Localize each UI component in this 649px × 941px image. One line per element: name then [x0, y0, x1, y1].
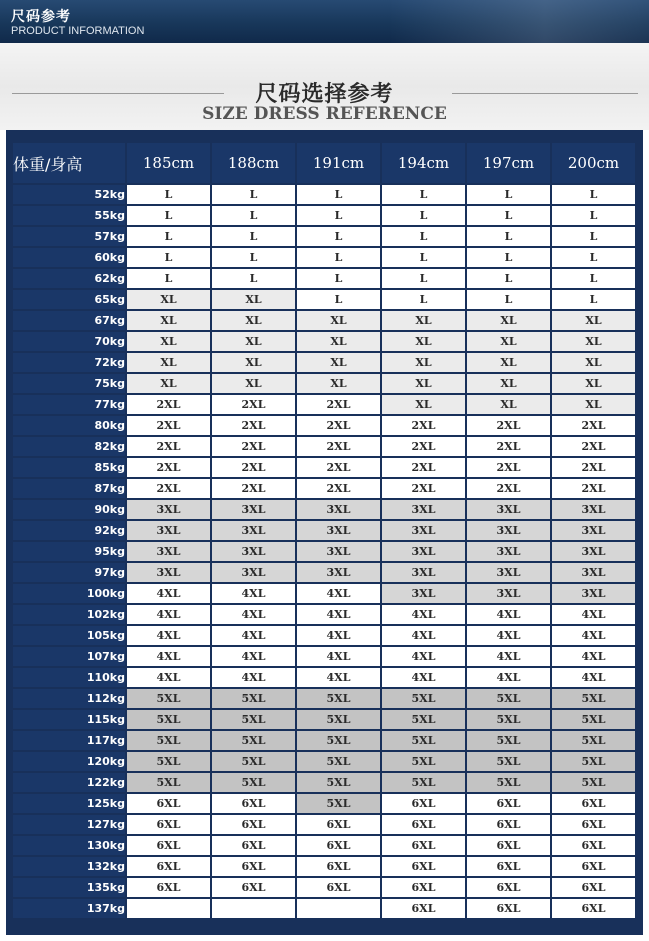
size-cell: 6XL: [467, 794, 550, 813]
size-cell: 2XL: [382, 479, 465, 498]
size-cell: 4XL: [552, 668, 635, 687]
weight-label: 60kg: [13, 248, 125, 267]
size-cell: 5XL: [552, 689, 635, 708]
size-cell: L: [127, 269, 210, 288]
size-cell: 4XL: [212, 626, 295, 645]
size-cell: 6XL: [382, 857, 465, 876]
size-cell: L: [212, 269, 295, 288]
size-cell: 3XL: [212, 542, 295, 561]
size-cell: 5XL: [552, 773, 635, 792]
size-cell: 5XL: [297, 773, 380, 792]
size-cell: 2XL: [552, 416, 635, 435]
table-row: [13, 794, 635, 813]
size-cell: 5XL: [382, 689, 465, 708]
size-cell: 4XL: [467, 626, 550, 645]
size-cell: 6XL: [382, 836, 465, 855]
size-cell: 4XL: [382, 668, 465, 687]
table-row: [13, 542, 635, 561]
size-cell: 5XL: [467, 752, 550, 771]
size-cell: L: [552, 290, 635, 309]
table-row: [13, 437, 635, 456]
size-cell: 4XL: [552, 647, 635, 666]
size-cell: 6XL: [297, 815, 380, 834]
size-cell: 3XL: [467, 542, 550, 561]
size-cell: 6XL: [212, 857, 295, 876]
heading-title-en: SIZE DRESS REFERENCE: [202, 104, 447, 124]
weight-label: 110kg: [13, 668, 125, 687]
table-row: [13, 206, 635, 225]
size-cell: 3XL: [127, 500, 210, 519]
size-cell: 3XL: [467, 563, 550, 582]
table-header-row: [13, 143, 635, 183]
corner-header: 体重/身高: [13, 143, 125, 183]
size-cell: 5XL: [127, 752, 210, 771]
table-row: [13, 710, 635, 729]
size-cell: 6XL: [212, 794, 295, 813]
size-cell: 6XL: [212, 815, 295, 834]
size-cell: 3XL: [382, 521, 465, 540]
column-header: 191cm: [297, 143, 380, 183]
size-cell: 5XL: [467, 689, 550, 708]
size-cell: XL: [382, 353, 465, 372]
size-cell: 3XL: [212, 500, 295, 519]
size-cell: 5XL: [467, 710, 550, 729]
size-cell: L: [552, 269, 635, 288]
size-cell: XL: [382, 311, 465, 330]
size-cell: 6XL: [382, 794, 465, 813]
size-cell: L: [552, 185, 635, 204]
size-cell: 6XL: [552, 878, 635, 897]
table-row: [13, 416, 635, 435]
table-row: [13, 458, 635, 477]
size-cell: 4XL: [127, 605, 210, 624]
weight-label: 112kg: [13, 689, 125, 708]
size-cell: XL: [297, 332, 380, 351]
size-cell: 3XL: [127, 521, 210, 540]
size-cell: 4XL: [297, 668, 380, 687]
weight-label: 107kg: [13, 647, 125, 666]
weight-label: 102kg: [13, 605, 125, 624]
size-cell: L: [297, 227, 380, 246]
size-cell: 2XL: [467, 416, 550, 435]
size-cell: XL: [552, 374, 635, 393]
size-cell: 5XL: [212, 731, 295, 750]
size-cell: L: [297, 206, 380, 225]
size-cell: XL: [297, 311, 380, 330]
size-cell: 3XL: [297, 500, 380, 519]
size-cell: L: [467, 290, 550, 309]
size-cell: L: [297, 185, 380, 204]
size-cell: 5XL: [297, 794, 380, 813]
column-header: 185cm: [127, 143, 210, 183]
table-row: [13, 605, 635, 624]
size-cell: 2XL: [297, 437, 380, 456]
size-cell: 2XL: [297, 479, 380, 498]
column-header: 194cm: [382, 143, 465, 183]
size-cell: 4XL: [297, 584, 380, 603]
size-cell: 6XL: [382, 815, 465, 834]
table-row: [13, 815, 635, 834]
size-cell: L: [212, 227, 295, 246]
table-row: [13, 227, 635, 246]
size-cell: 6XL: [382, 878, 465, 897]
size-cell: 3XL: [297, 542, 380, 561]
size-cell: 5XL: [297, 710, 380, 729]
column-header: 188cm: [212, 143, 295, 183]
size-cell: XL: [467, 332, 550, 351]
size-cell: 6XL: [467, 899, 550, 918]
size-cell: 4XL: [212, 647, 295, 666]
size-cell: 2XL: [127, 437, 210, 456]
weight-label: 85kg: [13, 458, 125, 477]
size-cell: L: [212, 206, 295, 225]
table-row: [13, 479, 635, 498]
size-cell: 3XL: [382, 542, 465, 561]
size-cell: 2XL: [552, 479, 635, 498]
size-cell: L: [467, 269, 550, 288]
size-cell: 5XL: [552, 731, 635, 750]
size-cell: 4XL: [552, 626, 635, 645]
weight-label: 105kg: [13, 626, 125, 645]
weight-label: 87kg: [13, 479, 125, 498]
table-row: [13, 353, 635, 372]
size-cell: XL: [212, 311, 295, 330]
table-row: [13, 290, 635, 309]
size-cell: L: [127, 227, 210, 246]
size-cell: XL: [467, 353, 550, 372]
weight-label: 62kg: [13, 269, 125, 288]
weight-label: 72kg: [13, 353, 125, 372]
size-cell: 3XL: [467, 500, 550, 519]
size-cell: 3XL: [467, 521, 550, 540]
weight-label: 125kg: [13, 794, 125, 813]
table-row: [13, 332, 635, 351]
top-banner: [0, 0, 649, 43]
size-cell: 3XL: [297, 521, 380, 540]
size-cell: 4XL: [297, 647, 380, 666]
table-row: [13, 374, 635, 393]
size-cell: L: [467, 248, 550, 267]
size-cell: 4XL: [297, 626, 380, 645]
size-cell: 3XL: [382, 584, 465, 603]
size-cell: XL: [127, 311, 210, 330]
size-cell: [127, 899, 210, 918]
banner-title: 尺码参考: [11, 9, 71, 25]
size-cell: 2XL: [467, 437, 550, 456]
weight-label: 117kg: [13, 731, 125, 750]
size-cell: L: [127, 248, 210, 267]
size-cell: XL: [212, 332, 295, 351]
weight-label: 75kg: [13, 374, 125, 393]
size-cell: 3XL: [552, 521, 635, 540]
weight-label: 77kg: [13, 395, 125, 414]
size-cell: L: [552, 248, 635, 267]
weight-label: 70kg: [13, 332, 125, 351]
weight-label: 135kg: [13, 878, 125, 897]
size-cell: 6XL: [212, 878, 295, 897]
table-row: [13, 857, 635, 876]
size-cell: 5XL: [127, 773, 210, 792]
size-cell: 4XL: [212, 668, 295, 687]
size-cell: [297, 899, 380, 918]
size-cell: 2XL: [212, 479, 295, 498]
size-cell: 2XL: [467, 458, 550, 477]
table-row: [13, 584, 635, 603]
size-cell: 4XL: [297, 605, 380, 624]
size-cell: 6XL: [467, 836, 550, 855]
size-cell: 5XL: [212, 710, 295, 729]
size-cell: 5XL: [212, 689, 295, 708]
size-cell: 2XL: [127, 479, 210, 498]
size-cell: 3XL: [382, 563, 465, 582]
size-cell: XL: [552, 395, 635, 414]
table-row: [13, 689, 635, 708]
size-cell: 5XL: [127, 710, 210, 729]
size-cell: L: [467, 227, 550, 246]
size-cell: 5XL: [382, 710, 465, 729]
size-cell: XL: [467, 374, 550, 393]
size-cell: L: [382, 248, 465, 267]
table-row: [13, 500, 635, 519]
size-cell: L: [212, 248, 295, 267]
weight-label: 130kg: [13, 836, 125, 855]
weight-label: 95kg: [13, 542, 125, 561]
size-cell: [212, 899, 295, 918]
size-cell: L: [297, 269, 380, 288]
size-cell: 2XL: [552, 458, 635, 477]
size-cell: L: [212, 185, 295, 204]
size-cell: 4XL: [127, 626, 210, 645]
weight-label: 115kg: [13, 710, 125, 729]
size-cell: 5XL: [212, 752, 295, 771]
table-row: [13, 878, 635, 897]
size-cell: 4XL: [382, 647, 465, 666]
weight-label: 100kg: [13, 584, 125, 603]
weight-label: 97kg: [13, 563, 125, 582]
size-cell: 6XL: [467, 815, 550, 834]
size-cell: 6XL: [127, 857, 210, 876]
table-row: [13, 668, 635, 687]
table-row: [13, 521, 635, 540]
size-cell: 6XL: [127, 878, 210, 897]
heading-title-cn: 尺码选择参考: [255, 82, 394, 107]
table-row: [13, 269, 635, 288]
size-cell: L: [382, 227, 465, 246]
size-cell: L: [552, 227, 635, 246]
size-cell: 3XL: [552, 563, 635, 582]
table-row: [13, 731, 635, 750]
size-cell: 4XL: [127, 668, 210, 687]
size-cell: 3XL: [467, 584, 550, 603]
size-cell: 6XL: [297, 836, 380, 855]
weight-label: 122kg: [13, 773, 125, 792]
size-cell: 2XL: [382, 458, 465, 477]
size-cell: 2XL: [127, 395, 210, 414]
size-cell: 2XL: [552, 437, 635, 456]
size-cell: 6XL: [552, 857, 635, 876]
size-cell: 5XL: [297, 731, 380, 750]
size-cell: 6XL: [382, 899, 465, 918]
weight-label: 67kg: [13, 311, 125, 330]
table-row: [13, 185, 635, 204]
size-cell: 6XL: [552, 899, 635, 918]
table-row: [13, 311, 635, 330]
size-cell: 2XL: [127, 416, 210, 435]
size-cell: 2XL: [212, 416, 295, 435]
table-row: [13, 248, 635, 267]
size-cell: 4XL: [552, 605, 635, 624]
size-cell: 5XL: [552, 752, 635, 771]
size-cell: 6XL: [467, 878, 550, 897]
table-row: [13, 899, 635, 918]
size-cell: XL: [382, 374, 465, 393]
size-cell: L: [297, 248, 380, 267]
size-cell: 5XL: [127, 689, 210, 708]
size-cell: 3XL: [212, 521, 295, 540]
size-cell: L: [467, 185, 550, 204]
size-cell: XL: [127, 290, 210, 309]
size-cell: XL: [552, 332, 635, 351]
size-cell: 2XL: [297, 416, 380, 435]
table-row: [13, 752, 635, 771]
column-header: 200cm: [552, 143, 635, 183]
size-cell: XL: [212, 353, 295, 372]
size-cell: 6XL: [127, 815, 210, 834]
size-cell: 6XL: [552, 794, 635, 813]
size-cell: 6XL: [297, 857, 380, 876]
size-cell: 6XL: [467, 857, 550, 876]
size-cell: XL: [297, 353, 380, 372]
weight-label: 65kg: [13, 290, 125, 309]
banner-shine: [389, 0, 649, 43]
size-cell: 5XL: [552, 710, 635, 729]
size-cell: 4XL: [467, 668, 550, 687]
size-cell: 6XL: [127, 836, 210, 855]
size-cell: 4XL: [212, 584, 295, 603]
size-cell: XL: [212, 290, 295, 309]
size-cell: XL: [127, 332, 210, 351]
weight-label: 82kg: [13, 437, 125, 456]
size-cell: L: [382, 269, 465, 288]
size-cell: XL: [382, 395, 465, 414]
size-cell: 4XL: [467, 647, 550, 666]
size-cell: L: [297, 290, 380, 309]
size-cell: 5XL: [467, 731, 550, 750]
weight-label: 120kg: [13, 752, 125, 771]
size-cell: 4XL: [212, 605, 295, 624]
size-cell: 4XL: [127, 584, 210, 603]
size-cell: 4XL: [382, 626, 465, 645]
table-row: [13, 626, 635, 645]
size-cell: XL: [127, 374, 210, 393]
weight-label: 90kg: [13, 500, 125, 519]
size-cell: 5XL: [297, 752, 380, 771]
weight-label: 52kg: [13, 185, 125, 204]
size-cell: XL: [297, 374, 380, 393]
size-cell: 3XL: [552, 542, 635, 561]
size-cell: L: [127, 185, 210, 204]
size-cell: 6XL: [212, 836, 295, 855]
table-row: [13, 647, 635, 666]
table-row: [13, 773, 635, 792]
size-cell: 4XL: [467, 605, 550, 624]
weight-label: 137kg: [13, 899, 125, 918]
size-cell: 3XL: [552, 584, 635, 603]
size-cell: 2XL: [212, 437, 295, 456]
size-cell: 2XL: [212, 395, 295, 414]
size-cell: 5XL: [382, 731, 465, 750]
banner-subtitle: PRODUCT INFORMATION: [11, 25, 145, 37]
size-cell: 2XL: [467, 479, 550, 498]
size-cell: 2XL: [382, 437, 465, 456]
size-cell: 3XL: [297, 563, 380, 582]
size-cell: L: [382, 290, 465, 309]
size-cell: 3XL: [127, 542, 210, 561]
size-cell: 4XL: [127, 647, 210, 666]
size-cell: 6XL: [552, 815, 635, 834]
size-table: [11, 141, 637, 920]
size-cell: 3XL: [552, 500, 635, 519]
size-cell: 3XL: [212, 563, 295, 582]
size-cell: L: [467, 206, 550, 225]
size-cell: 2XL: [382, 416, 465, 435]
size-cell: 2XL: [127, 458, 210, 477]
size-cell: 6XL: [552, 836, 635, 855]
size-cell: 5XL: [297, 689, 380, 708]
column-header: 197cm: [467, 143, 550, 183]
size-cell: 2XL: [212, 458, 295, 477]
size-cell: XL: [127, 353, 210, 372]
size-cell: 3XL: [127, 563, 210, 582]
size-cell: 5XL: [382, 752, 465, 771]
size-cell: XL: [467, 395, 550, 414]
table-row: [13, 563, 635, 582]
section-heading: [0, 43, 649, 130]
weight-label: 57kg: [13, 227, 125, 246]
size-cell: 6XL: [127, 794, 210, 813]
weight-label: 92kg: [13, 521, 125, 540]
size-cell: 6XL: [297, 878, 380, 897]
weight-label: 127kg: [13, 815, 125, 834]
weight-label: 80kg: [13, 416, 125, 435]
size-cell: XL: [382, 332, 465, 351]
table-row: [13, 395, 635, 414]
size-cell: 4XL: [382, 605, 465, 624]
size-cell: L: [382, 185, 465, 204]
size-cell: XL: [212, 374, 295, 393]
size-cell: XL: [552, 353, 635, 372]
size-cell: 3XL: [382, 500, 465, 519]
size-cell: XL: [552, 311, 635, 330]
weight-label: 132kg: [13, 857, 125, 876]
size-cell: 2XL: [297, 395, 380, 414]
size-cell: 5XL: [467, 773, 550, 792]
size-cell: 5XL: [212, 773, 295, 792]
size-cell: 2XL: [297, 458, 380, 477]
table-row: [13, 836, 635, 855]
table-body: [13, 185, 635, 918]
size-cell: L: [552, 206, 635, 225]
size-cell: L: [382, 206, 465, 225]
size-cell: L: [127, 206, 210, 225]
weight-label: 55kg: [13, 206, 125, 225]
size-cell: XL: [467, 311, 550, 330]
size-cell: 5XL: [382, 773, 465, 792]
size-cell: 5XL: [127, 731, 210, 750]
